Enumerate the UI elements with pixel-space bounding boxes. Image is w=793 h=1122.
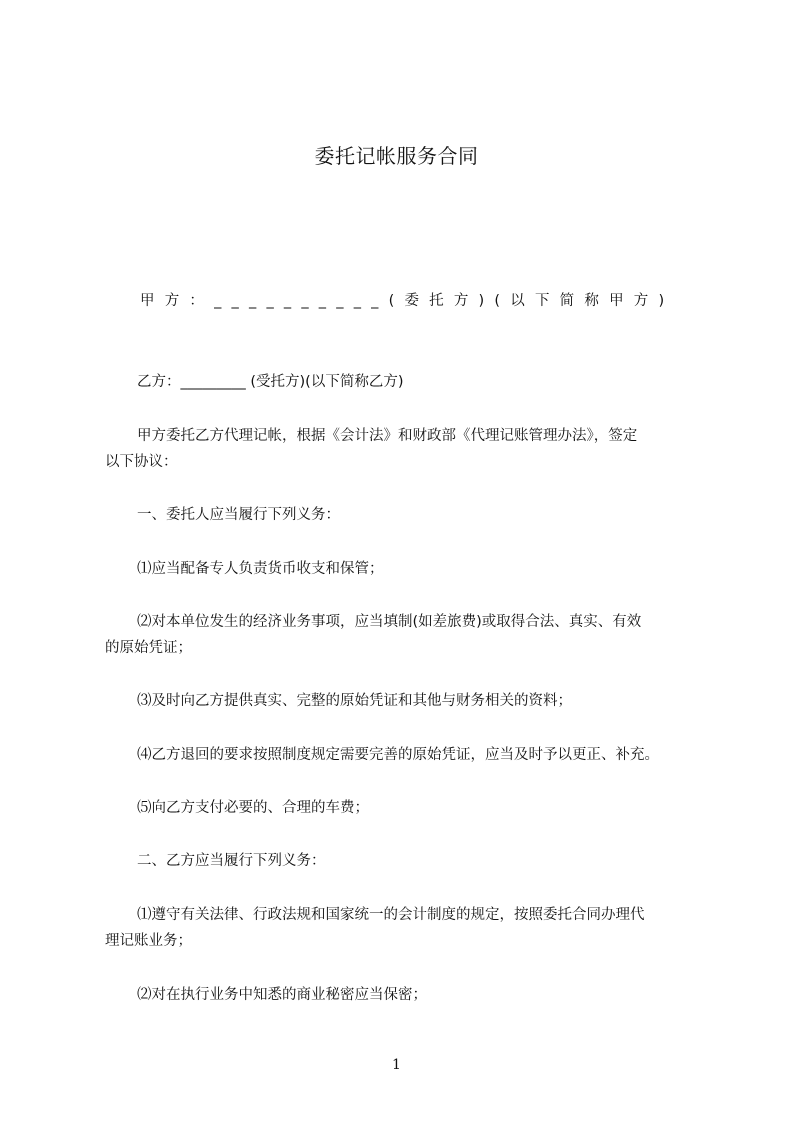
party-a-line: 甲方：__________(委托方)(以下简称甲方) — [140, 293, 675, 309]
intro-paragraph-line2: 以下协议： — [105, 454, 178, 470]
section-2-item-2: ⑵对在执行业务中知悉的商业秘密应当保密； — [137, 987, 427, 1003]
section-1-item-2-line1: ⑵对本单位发生的经济业务事项，应当填制(如差旅费)或取得合法、真实、有效 — [137, 614, 642, 630]
section-1-heading: 一、委托人应当履行下列义务： — [137, 507, 340, 523]
intro-paragraph-line1: 甲方委托乙方代理记帐，根据《会计法》和财政部《代理记账管理办法》，签定 — [137, 428, 638, 444]
section-2-item-1-line2: 理记账业务； — [105, 933, 192, 949]
section-1-item-4: ⑷乙方退回的要求按照制度规定需要完善的原始凭证，应当及时予以更正、补充。 — [137, 747, 659, 763]
contract-title: 委托记帐服务合同 — [314, 144, 479, 168]
section-2-item-1-line1: ⑴遵守有关法律、行政法规和国家统一的会计制度的规定，按照委托合同办理代 — [137, 907, 645, 923]
page-number: 1 — [392, 1057, 401, 1073]
section-1-item-1: ⑴应当配备专人负责货币收支和保管； — [137, 561, 384, 577]
section-1-item-5: ⑸向乙方支付必要的、合理的车费； — [137, 800, 369, 816]
section-1-item-2-line2: 的原始凭证； — [105, 640, 192, 656]
party-b-line: 乙方：_________ (受托方)(以下简称乙方) — [137, 374, 404, 390]
section-1-item-3: ⑶及时向乙方提供真实、完整的原始凭证和其他与财务相关的资料； — [137, 693, 572, 709]
section-2-heading: 二、乙方应当履行下列义务： — [137, 853, 326, 869]
